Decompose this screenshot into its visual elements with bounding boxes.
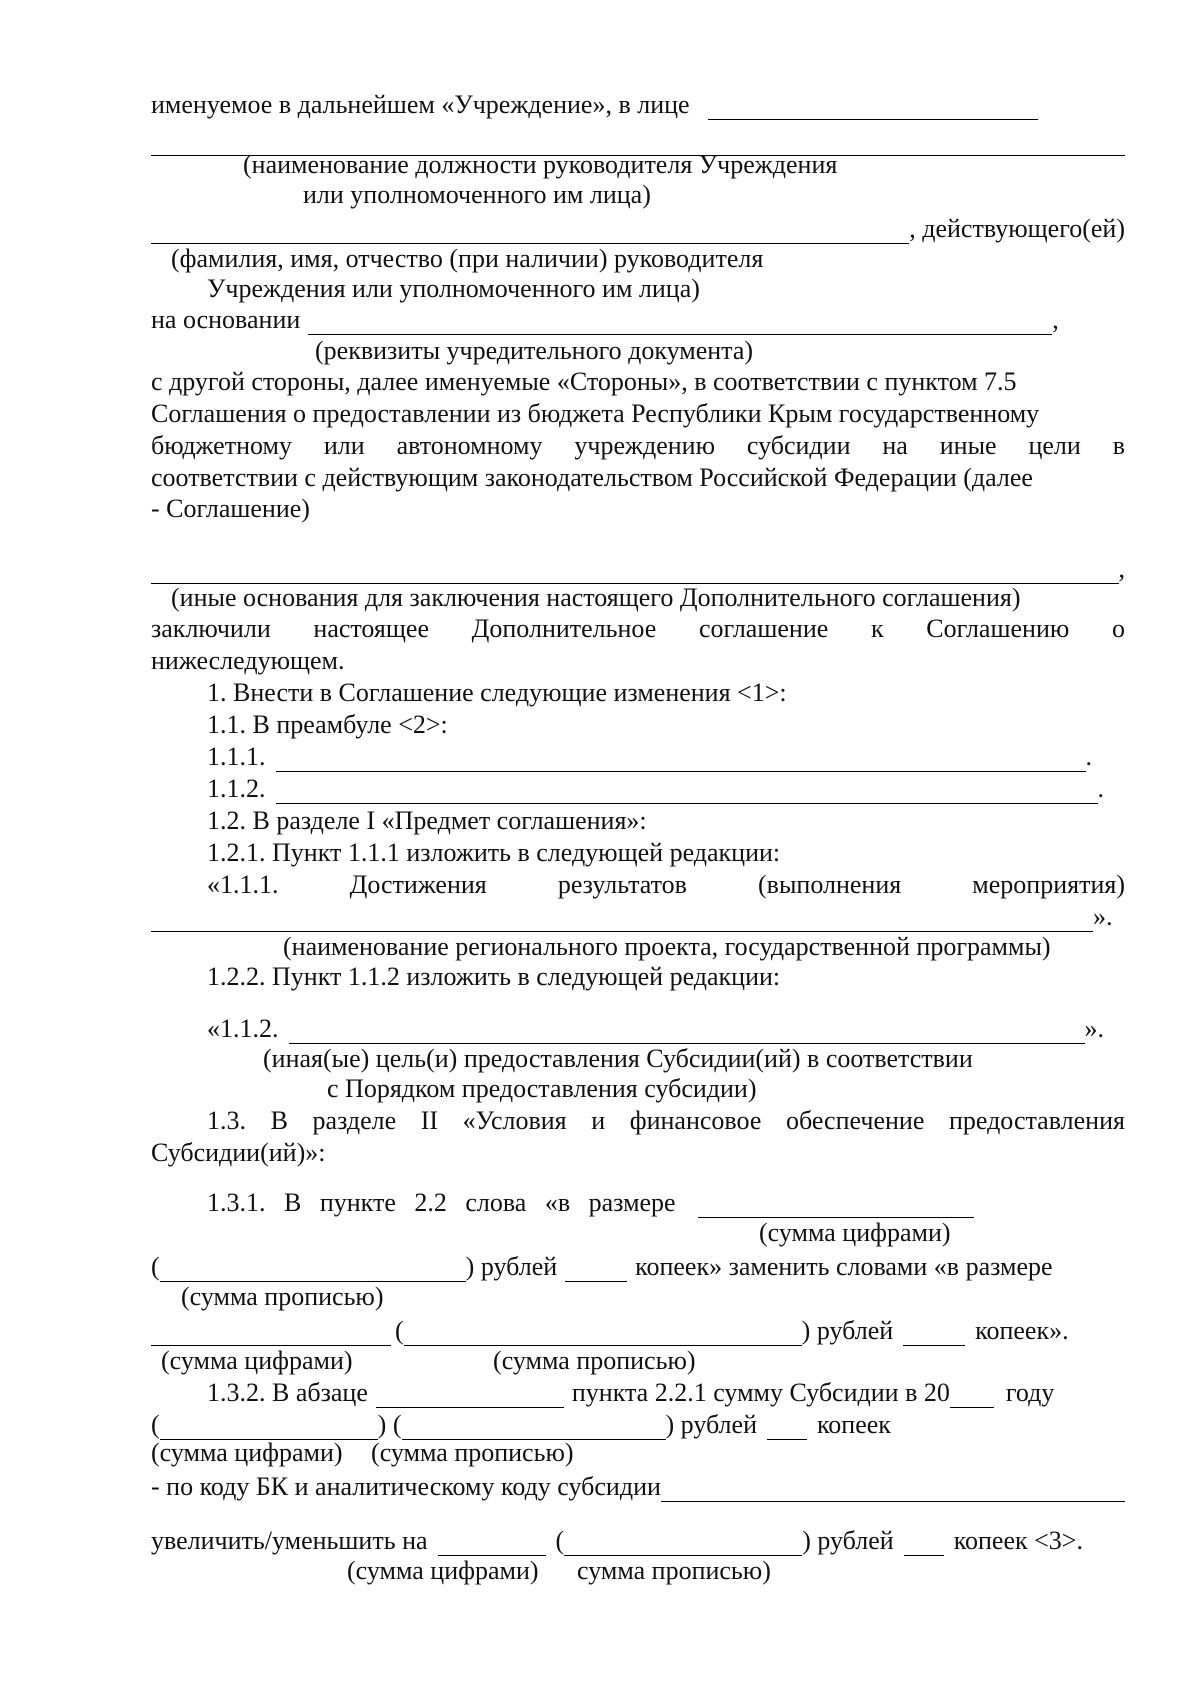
item-1-1-2 <box>151 772 1125 804</box>
text: году <box>1005 1378 1055 1407</box>
caption-text: (сумма прописью) <box>493 1346 696 1375</box>
text: копеек» заменить словами «в размере <box>635 1252 1053 1281</box>
item-1-3-1 <box>151 1186 1125 1218</box>
text: пункта 2.2.1 сумму Субсидии в 20 <box>571 1378 950 1407</box>
blank-field[interactable] <box>151 907 1093 932</box>
text: копеек <box>816 1410 891 1439</box>
caption-text: Учреждения или уполномоченного им лица) <box>207 274 700 303</box>
text: ) рублей <box>801 1316 894 1345</box>
caption-digits-words <box>151 1438 1125 1468</box>
line-institution <box>151 88 1125 120</box>
caption-position <box>151 150 1200 180</box>
quote-1-1-1: «1.1.1. Достижения результатов (выполнения мероприятия) <box>207 870 1125 899</box>
caption-project <box>151 932 1200 962</box>
paragraph-line <box>151 397 1125 429</box>
blank-field[interactable] <box>767 1415 807 1440</box>
caption-digits-words <box>151 1346 1135 1376</box>
blank-field[interactable] <box>698 1193 974 1218</box>
text: , <box>1052 305 1059 334</box>
text: копеек <3>. <box>953 1526 1083 1555</box>
quote-1-1-2 <box>151 1012 1125 1044</box>
text: , действующего(ей) <box>909 214 1125 243</box>
caption-text: (иная(ые) цель(и) предоставления Субсидии(ий) в соответствии <box>263 1044 973 1073</box>
text: 1.3.1. В пункте 2.2 слова «в размере <box>207 1188 676 1217</box>
blank-field[interactable] <box>565 1257 627 1282</box>
text: ) ( <box>377 1410 402 1439</box>
blank-field[interactable] <box>402 1415 666 1440</box>
paragraph-line-justified: заключили настоящее Дополнительное соглашение к Соглашению о <box>151 614 1125 643</box>
line-amount <box>151 1408 1125 1440</box>
blank-field[interactable] <box>438 1531 546 1556</box>
line-other-basis <box>151 552 1125 584</box>
caption-basis <box>151 336 1200 366</box>
text: . <box>1097 774 1104 803</box>
text: ( <box>151 1410 160 1439</box>
text: ) рублей <box>665 1410 757 1439</box>
text: ( <box>151 1252 160 1281</box>
caption-text: (наименование должности руководителя Учреждения <box>243 150 838 179</box>
blank-field[interactable] <box>661 1477 1125 1502</box>
text: на основании <box>151 305 301 334</box>
caption-text: (сумма цифрами) <box>161 1346 353 1375</box>
text: ». <box>1084 1014 1104 1043</box>
caption-text: (сумма прописью) <box>181 1282 384 1311</box>
text: ( <box>395 1316 404 1345</box>
paragraph-line <box>151 461 1125 493</box>
item-1-2-2 <box>151 960 1125 992</box>
blank-field[interactable] <box>151 219 909 244</box>
caption-text: (сумма цифрами) <box>759 1218 951 1247</box>
text: . <box>1085 742 1092 771</box>
item-1-3-2 <box>151 1376 1125 1408</box>
blank-field[interactable] <box>151 559 1119 584</box>
caption-position <box>151 180 1200 210</box>
blank-field[interactable] <box>404 1321 802 1346</box>
text: 1.2.1. Пункт 1.1.1 изложить в следующей редакции: <box>207 838 781 867</box>
caption-fio <box>151 244 1145 274</box>
line-replace <box>151 1250 1125 1282</box>
item-1-1 <box>151 708 1125 740</box>
text: именуемое в дальнейшем «Учреждение», в лице <box>151 90 690 119</box>
line-replace-new <box>151 1314 1125 1346</box>
text: - по коду БК и аналитическому коду субсидии <box>151 1472 661 1501</box>
blank-field[interactable] <box>151 1321 391 1346</box>
text: 1. Внести в Соглашение следующие изменения <1>: <box>207 678 787 707</box>
text: 1.1.2. <box>207 774 266 803</box>
item-1-2 <box>151 804 1125 836</box>
blank-field[interactable] <box>289 1019 1085 1044</box>
blank-field[interactable] <box>376 1383 564 1408</box>
caption-text: (реквизиты учредительного документа) <box>315 336 754 365</box>
caption-text: сумма прописью) <box>577 1556 771 1585</box>
blank-field[interactable] <box>160 1415 378 1440</box>
blank-field[interactable] <box>903 1321 965 1346</box>
text: соответствии с действующим законодательством Российской Федерации (далее <box>151 463 1033 492</box>
line-bk <box>151 1470 1125 1502</box>
text: ». <box>1093 902 1113 931</box>
caption-text: (фамилия, имя, отчество (при наличии) руководителя <box>171 244 764 273</box>
blank-field[interactable] <box>308 310 1052 335</box>
text: 1.1. В преамбуле <2>: <box>207 710 448 739</box>
line-change <box>151 1524 1125 1556</box>
blank-field[interactable] <box>564 1531 802 1556</box>
caption-text: или уполномоченного им лица) <box>303 180 651 209</box>
blank-field[interactable] <box>950 1383 994 1408</box>
blank-field[interactable] <box>276 747 1086 772</box>
caption-text: (сумма прописью) <box>371 1438 574 1467</box>
blank-field[interactable] <box>276 779 1098 804</box>
text: , <box>1118 554 1125 583</box>
item-1-1-1 <box>151 740 1125 772</box>
line-quote-blank <box>151 900 1125 932</box>
text: копеек». <box>975 1316 1069 1345</box>
item-1-3: 1.3. В разделе II «Условия и финансовое обеспечение предоставления <box>207 1106 1125 1135</box>
text: Субсидии(ий)»: <box>151 1138 326 1167</box>
text: Соглашения о предоставлении из бюджета Республики Крым государственному <box>151 399 1040 428</box>
text: нижеследующем. <box>151 646 345 675</box>
blank-field[interactable] <box>160 1257 466 1282</box>
text: ( <box>555 1526 565 1555</box>
paragraph-line <box>151 365 1125 397</box>
caption-text: (наименование регионального проекта, государственной программы) <box>283 932 1051 961</box>
line-fio <box>151 212 1125 244</box>
text: 1.3.2. В абзаце <box>207 1378 368 1407</box>
item-1-3-cont <box>151 1136 1125 1168</box>
caption-digits <box>151 1218 1200 1248</box>
blank-field[interactable] <box>904 1531 944 1556</box>
text: увеличить/уменьшить на <box>151 1526 428 1555</box>
blank-field[interactable] <box>708 95 1038 120</box>
item-1 <box>151 676 1125 708</box>
caption-other-basis <box>151 583 1145 613</box>
paragraph-line <box>151 644 1125 676</box>
caption-fio <box>151 274 1181 304</box>
caption-goal <box>151 1074 1200 1104</box>
text: 1.1.1. <box>207 742 266 771</box>
caption-text: (сумма цифрами) <box>151 1438 343 1467</box>
paragraph-line <box>151 492 1125 524</box>
text: ) рублей <box>802 1526 894 1555</box>
line-basis <box>151 303 1125 335</box>
caption-goal <box>151 1044 1200 1074</box>
paragraph-line-justified: бюджетному или автономному учреждению субсидии на иные цели в <box>151 431 1125 460</box>
text: ) рублей <box>465 1252 558 1281</box>
caption-text: (сумма цифрами) <box>347 1556 539 1585</box>
text: с другой стороны, далее именуемые «Стороны», в соответствии с пунктом 7.5 <box>151 367 1017 396</box>
item-1-2-1 <box>151 836 1125 868</box>
caption-text: с Порядком предоставления субсидии) <box>327 1074 757 1103</box>
text: 1.2. В разделе I «Предмет соглашения»: <box>207 806 647 835</box>
text: 1.2.2. Пункт 1.1.2 изложить в следующей редакции: <box>207 962 781 991</box>
text: - Соглашение) <box>151 494 310 523</box>
caption-words <box>151 1282 1155 1312</box>
caption-digits-words <box>151 1556 1200 1586</box>
caption-text: (иные основания для заключения настоящего Дополнительного соглашения) <box>171 583 1021 612</box>
text: «1.1.2. <box>207 1014 279 1043</box>
